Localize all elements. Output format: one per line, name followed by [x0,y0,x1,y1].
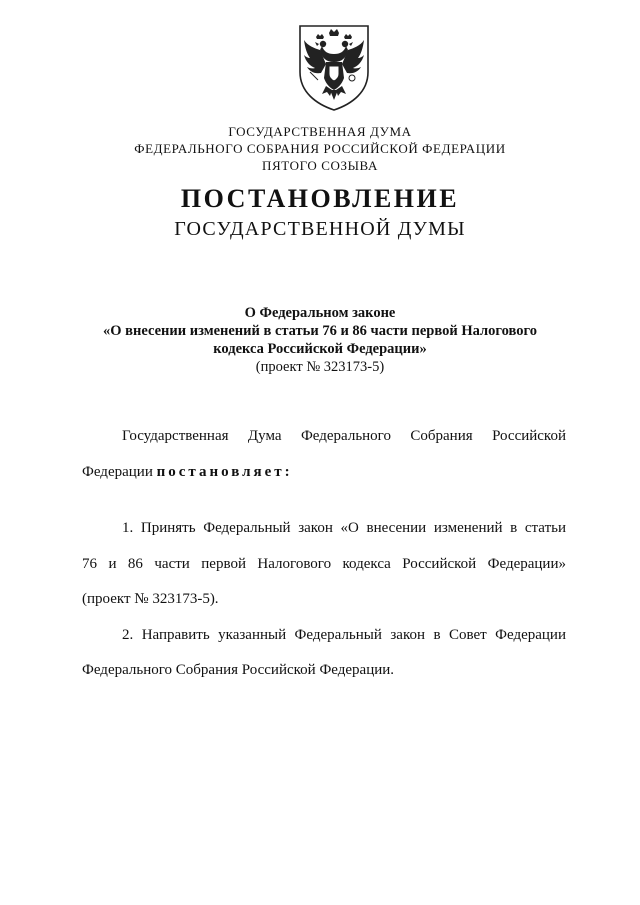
item-2-line-2: Федерального Собрания Российской Федерации. [82,662,395,678]
header-line-3: ПЯТОГО СОЗЫВА [262,158,378,173]
issuer-title: ГОСУДАРСТВЕННОЙ ДУМЫ [174,218,466,240]
item-1-line-1: 1. Принять Федеральный закон «О внесении изменений в статьи [122,520,566,536]
preamble-line-2 [82,464,293,481]
subject-line-3: кодекса Российской Федерации» [213,341,427,357]
item-1-line-3: (проект № 323173-5). [82,591,219,607]
item-1-line-2: 76 и 86 части первой Налогового кодекса Российской Федерации» [82,556,566,572]
header-line-1: ГОСУДАРСТВЕННАЯ ДУМА [228,124,412,139]
subject-line-1: О Федеральном законе [244,305,396,321]
header-line-2: ФЕДЕРАЛЬНОГО СОБРАНИЯ РОССИЙСКОЙ ФЕДЕРАЦИИ [134,141,506,156]
preamble-start: Федерации [82,464,153,480]
preamble-line-1: Государственная Дума Федерального Собрания Российской [122,428,566,444]
item-2-line-1: 2. Направить указанный Федеральный закон в Совет Федерации [122,627,566,643]
document-type-title: ПОСТАНОВЛЕНИЕ [180,184,460,213]
russian-coat-of-arms-icon [296,20,372,112]
project-number: (проект № 323173-5) [255,359,385,375]
decree-word: постановляет: [156,464,293,480]
subject-line-2: «О внесении изменений в статьи 76 и 86 части первой Налогового [103,323,537,339]
